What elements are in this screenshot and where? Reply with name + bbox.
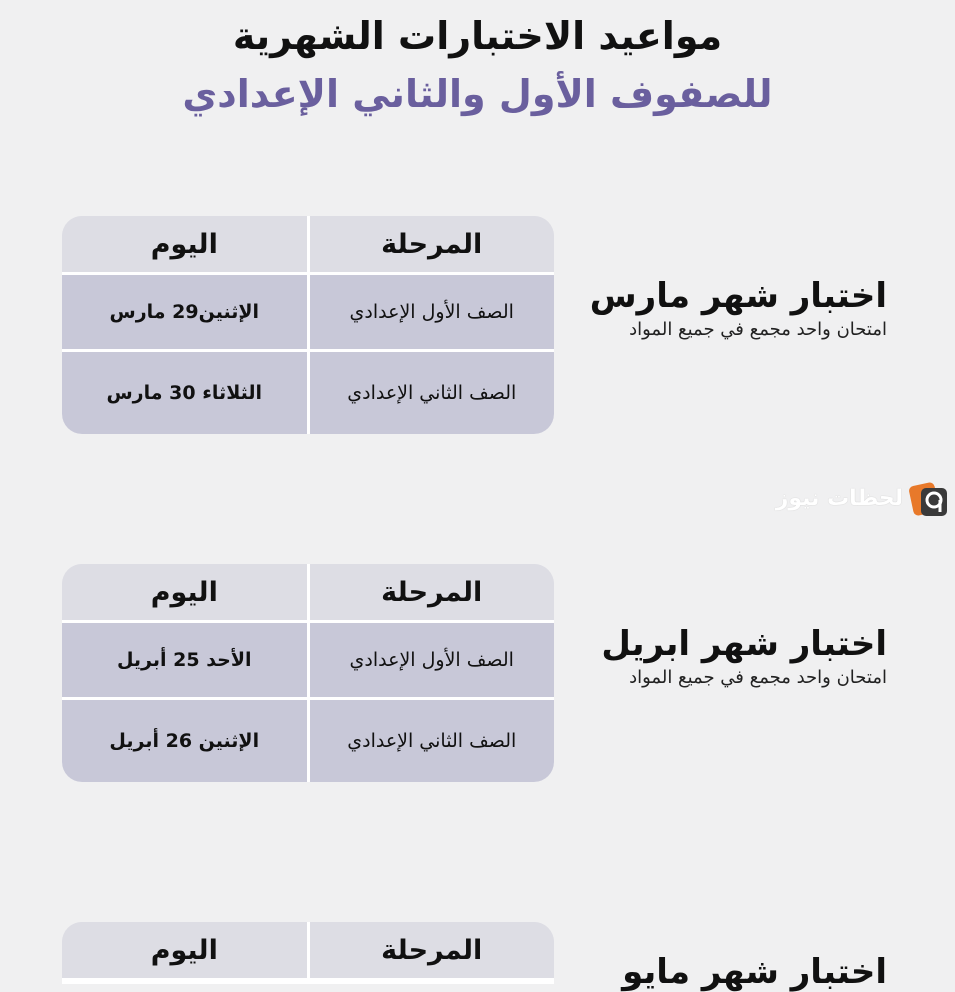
page-title: مواعيد الاختبارات الشهرية: [232, 14, 723, 58]
table-row: [62, 700, 554, 782]
exam-label-may: [557, 954, 887, 991]
exam-label-april: [557, 626, 887, 688]
schedule-table-may: [62, 922, 554, 984]
table-header-row: [62, 922, 554, 978]
exam-title: اختبار شهر ابريل: [601, 624, 887, 664]
stage-cell: الصف الثاني الإعدادي: [310, 700, 555, 782]
day-cell: الإثنين29 مارس: [62, 275, 310, 349]
brand-watermark: [776, 478, 949, 518]
column-header-day: اليوم: [62, 216, 310, 272]
table-row: [62, 352, 554, 434]
exam-label-march: [557, 278, 887, 340]
column-header-stage: المرحلة: [310, 922, 555, 978]
schedule-table-april: [62, 564, 554, 782]
page-subtitle: للصفوف الأول والثاني الإعدادي: [182, 72, 773, 116]
column-header-stage: المرحلة: [310, 564, 555, 620]
stage-cell: الصف الأول الإعدادي: [310, 275, 555, 349]
column-header-stage: المرحلة: [310, 216, 555, 272]
table-row: [62, 275, 554, 352]
exam-note: امتحان واحد مجمع في جميع المواد: [629, 667, 887, 689]
exam-note: امتحان واحد مجمع في جميع المواد: [629, 319, 887, 341]
exam-title: اختبار شهر مايو: [622, 952, 887, 992]
day-cell: الثلاثاء 30 مارس: [62, 352, 310, 434]
column-header-day: اليوم: [62, 922, 310, 978]
stage-cell: الصف الأول الإعدادي: [310, 623, 555, 697]
column-header-day: اليوم: [62, 564, 310, 620]
table-header-row: [62, 564, 554, 623]
table-header-row: [62, 216, 554, 275]
schedule-table-march: [62, 216, 554, 434]
day-cell: الإثنين 26 أبريل: [62, 700, 310, 782]
brand-logo-icon: [909, 478, 949, 518]
exam-title: اختبار شهر مارس: [589, 276, 887, 316]
day-cell: الأحد 25 أبريل: [62, 623, 310, 697]
table-row: [62, 623, 554, 700]
stage-cell: الصف الثاني الإعدادي: [310, 352, 555, 434]
brand-name: لحظات نيوز: [775, 485, 903, 511]
